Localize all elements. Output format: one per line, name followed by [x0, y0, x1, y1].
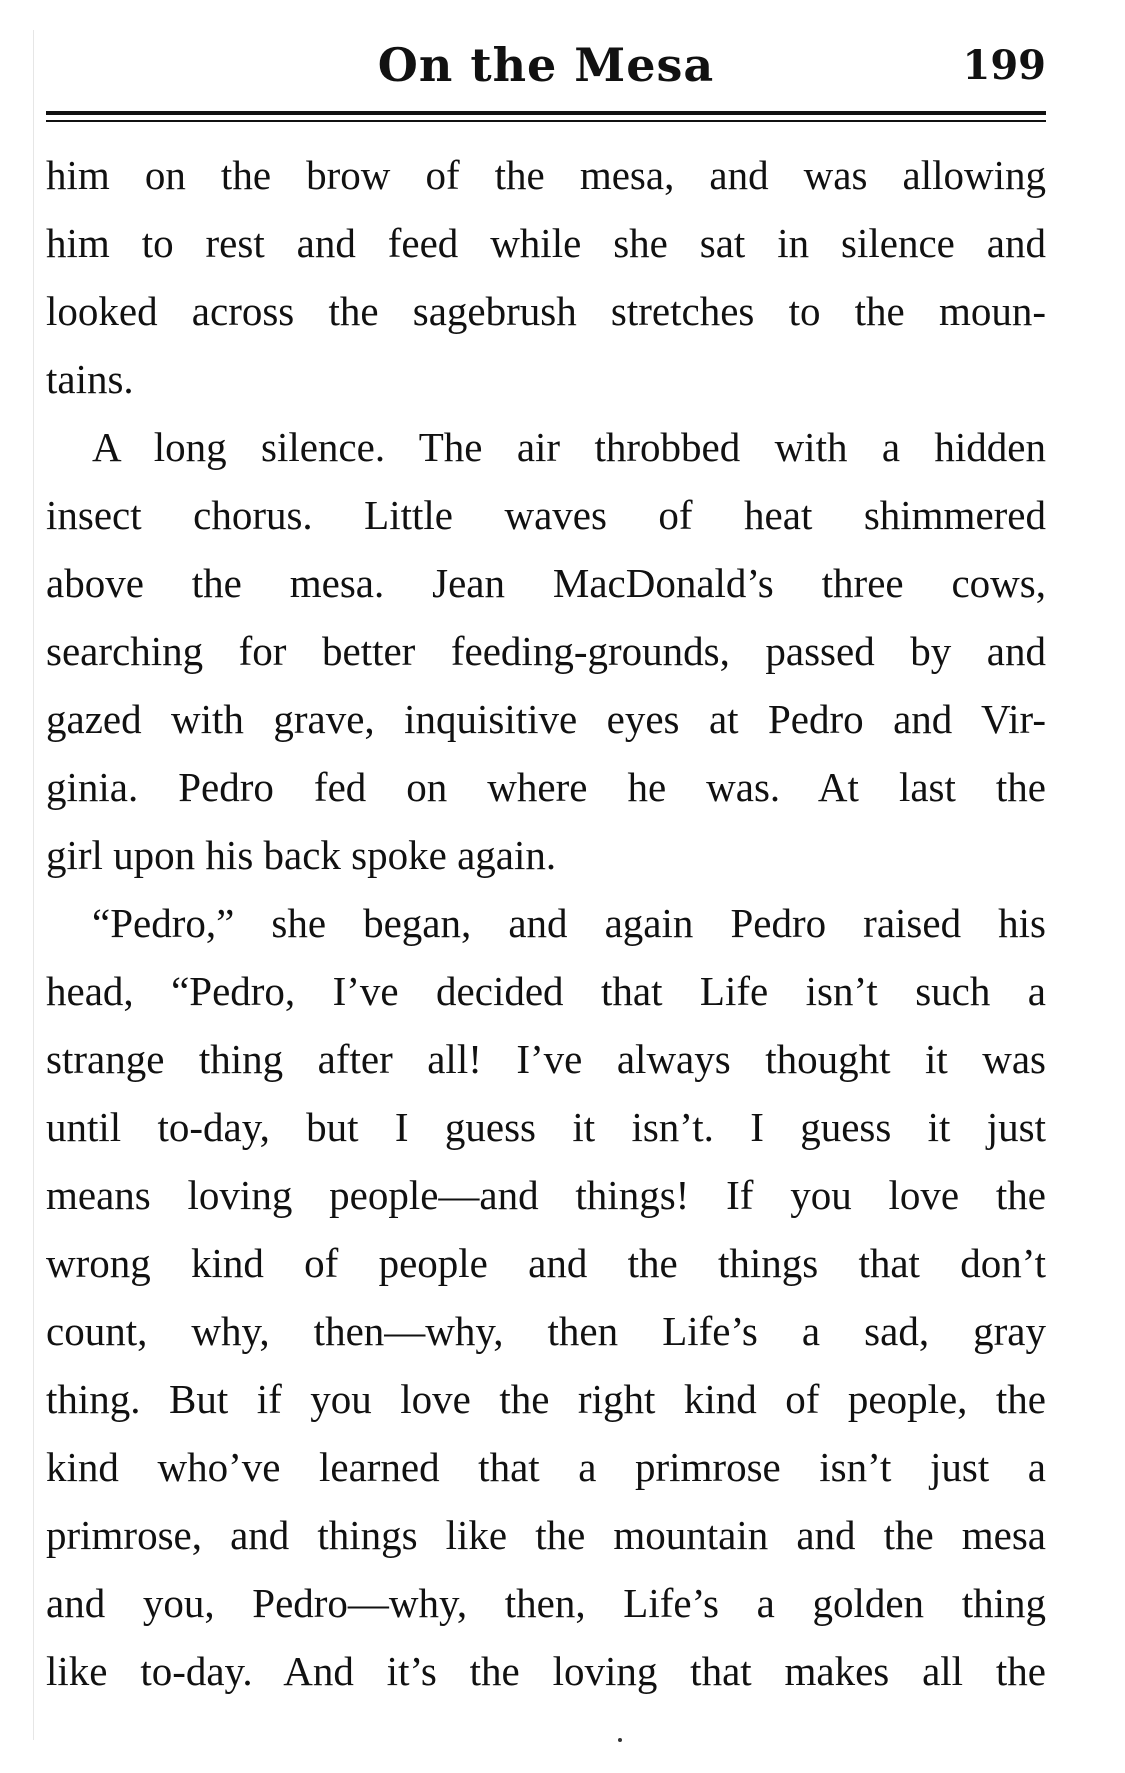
text-line: A long silence. The air throbbed with a hidden [92, 424, 1046, 470]
text-line: head, “Pedro, I’ve decided that Life isn’t such a [46, 968, 1046, 1014]
paragraph [46, 889, 1046, 1705]
print-speck [618, 1738, 622, 1742]
text-line: primrose, and things like the mountain and the mesa [46, 1512, 1046, 1558]
text-line: strange thing after all! I’ve always thought it was [46, 1036, 1046, 1082]
paragraph [46, 141, 1046, 413]
page-number: 199 [962, 42, 1046, 89]
text-line: him on the brow of the mesa, and was allowing [46, 152, 1046, 198]
text-line: “Pedro,” she began, and again Pedro raised his [92, 900, 1046, 946]
page-edge-shadow [33, 30, 34, 1740]
text-line: gazed with grave, inquisitive eyes at Pedro and Vir- [46, 696, 1046, 742]
text-line: searching for better feeding-grounds, passed by and [46, 628, 1046, 674]
running-head [46, 38, 1046, 108]
text-line: tains. [46, 356, 134, 402]
text-line: and you, Pedro—why, then, Life’s a golden thing [46, 1580, 1046, 1626]
text-line: kind who’ve learned that a primrose isn’t just a [46, 1444, 1046, 1490]
text-line: insect chorus. Little waves of heat shimmered [46, 492, 1046, 538]
text-line: above the mesa. Jean MacDonald’s three cows, [46, 560, 1046, 606]
header-rule-thick [46, 111, 1046, 115]
text-line: means loving people—and things! If you love the [46, 1172, 1046, 1218]
text-line: looked across the sagebrush stretches to the moun- [46, 288, 1046, 334]
text-line: ginia. Pedro fed on where he was. At last the [46, 764, 1046, 810]
text-line: girl upon his back spoke again. [46, 832, 557, 878]
text-line: like to-day. And it’s the loving that makes all the [46, 1648, 1046, 1694]
header-rule-thin [46, 120, 1046, 122]
text-line: him to rest and feed while she sat in silence and [46, 220, 1046, 266]
paragraph [46, 413, 1046, 889]
text-line: count, why, then—why, then Life’s a sad, gray [46, 1308, 1046, 1354]
running-title: On the Mesa [377, 38, 715, 92]
text-line: thing. But if you love the right kind of people, the [46, 1376, 1046, 1422]
body-text [46, 141, 1046, 1705]
text-line: until to-day, but I guess it isn’t. I guess it just [46, 1104, 1046, 1150]
text-line: wrong kind of people and the things that don’t [46, 1240, 1046, 1286]
